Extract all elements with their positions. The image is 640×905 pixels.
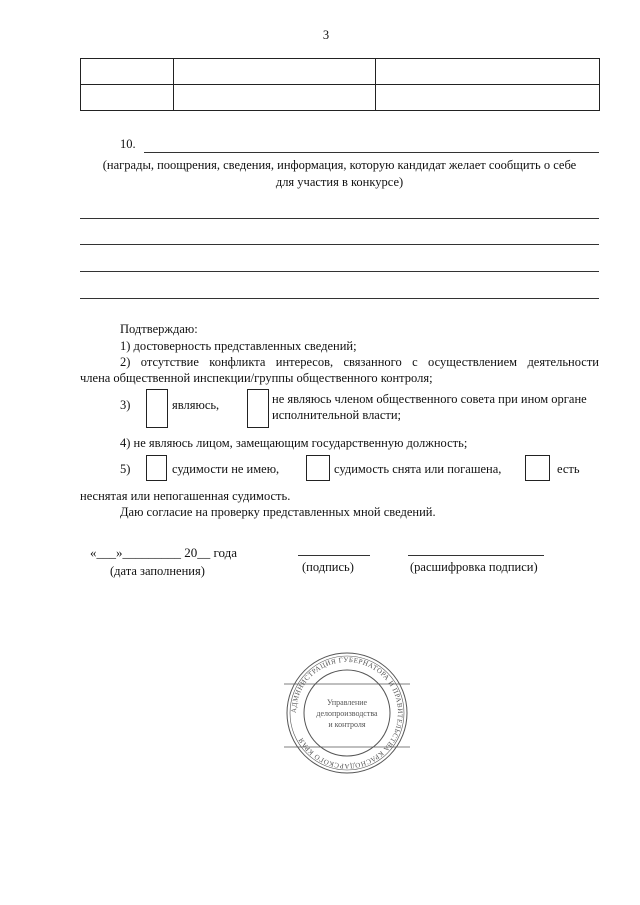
table-cell[interactable] (174, 85, 376, 111)
option-not-member-line2: исполнительной власти; (272, 408, 402, 422)
item-10-fill-line[interactable] (144, 152, 599, 153)
signature-decode-line[interactable] (408, 555, 544, 556)
stamp-center-line2: делопроизводства (316, 709, 378, 718)
option-not-member-line1: не являюсь членом общественного совета при ином органе (272, 392, 587, 406)
table-row (81, 85, 600, 111)
page-number: 3 (322, 28, 330, 42)
fill-line[interactable] (80, 271, 599, 272)
checkbox-has-conviction[interactable] (525, 455, 550, 481)
fill-line[interactable] (80, 244, 599, 245)
signature-decode-caption: (расшифровка подписи) (410, 560, 538, 574)
table-cell[interactable] (376, 85, 600, 111)
table-cell[interactable] (174, 59, 376, 85)
table-cell[interactable] (81, 59, 174, 85)
confirm-item-2-line1: 2) отсутствие конфликта интересов, связанного с осуществлением деятельности (120, 355, 599, 369)
option-am-member-label: являюсь, (172, 398, 220, 412)
confirm-item-3-number: 3) (120, 398, 131, 412)
confirm-heading: Подтверждаю: (120, 322, 198, 336)
data-table (80, 58, 600, 111)
option-has-conviction-continuation: неснятая или непогашенная судимость. (80, 489, 291, 503)
date-fill-line[interactable]: «___»_________ 20__ года (90, 545, 238, 560)
table-cell[interactable] (376, 59, 600, 85)
confirm-item-2-line2: члена общественной инспекции/группы общественного контроля; (80, 371, 433, 385)
checkbox-no-conviction[interactable] (146, 455, 167, 481)
stamp-center-line1: Управление (326, 698, 368, 707)
item-10-caption-line1: (награды, поощрения, сведения, информация, которую кандидат желает сообщить о себе (102, 158, 577, 172)
table-row (81, 59, 600, 85)
fill-line[interactable] (80, 218, 599, 219)
confirm-item-1: 1) достоверность представленных сведений; (120, 339, 357, 353)
option-has-conviction-label: есть (557, 462, 580, 476)
official-stamp (284, 650, 410, 776)
item-10-caption-line2: для участия в конкурсе) (275, 175, 404, 189)
checkbox-am-member[interactable] (146, 389, 168, 428)
item-10-number: 10. (120, 137, 136, 151)
table-cell[interactable] (81, 85, 174, 111)
option-no-conviction-label: судимости не имею, (172, 462, 280, 476)
signature-caption: (подпись) (302, 560, 354, 574)
confirm-item-4: 4) не являюсь лицом, замещающим государственную должность; (120, 436, 468, 450)
fill-line[interactable] (80, 298, 599, 299)
stamp-ring-text: АДМИНИСТРАЦИЯ ГУБЕРНАТОРА И ПРАВИТЕЛЬСТВА КРАСНОДАРСКОГО КРАЯ (289, 655, 405, 771)
option-conviction-expunged-label: судимость снята или погашена, (334, 462, 502, 476)
consent-statement: Даю согласие на проверку представленных мной сведений. (120, 505, 436, 519)
confirm-item-5-number: 5) (120, 462, 131, 476)
checkbox-conviction-expunged[interactable] (306, 455, 330, 481)
signature-line[interactable] (298, 555, 370, 556)
stamp-center-line3: и контроля (328, 720, 366, 729)
date-caption: (дата заполнения) (110, 564, 205, 578)
checkbox-not-member[interactable] (247, 389, 269, 428)
